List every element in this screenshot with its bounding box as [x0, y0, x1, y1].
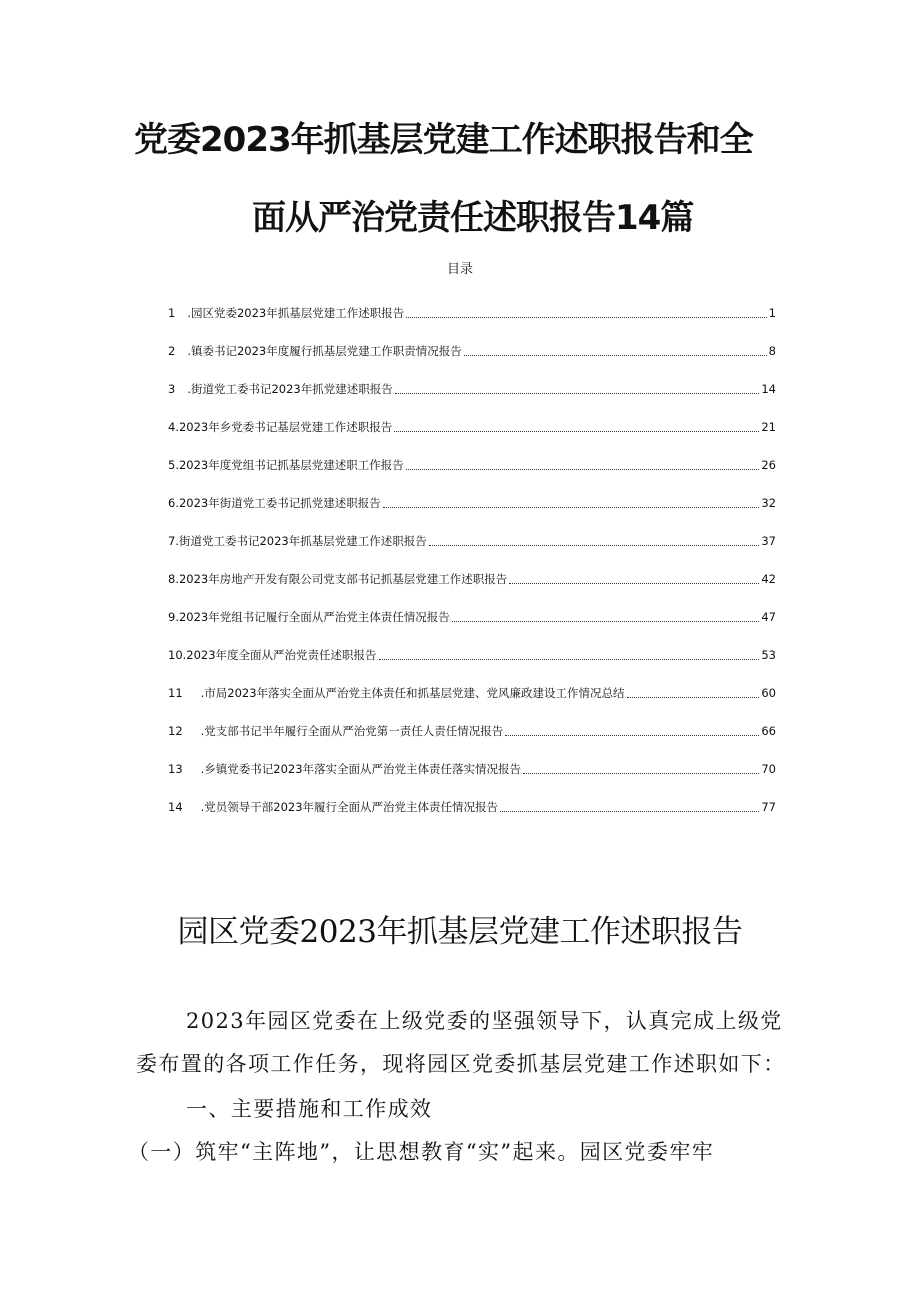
toc-entry-title: .园区党委2023年抓基层党建工作述职报告 — [187, 306, 405, 320]
toc-dot-leader — [505, 734, 759, 736]
toc-dot-leader — [395, 392, 760, 394]
toc-entry-page-number: 70 — [761, 762, 776, 776]
toc-dot-leader — [500, 810, 759, 812]
toc-entry[interactable] — [168, 560, 776, 598]
toc-entry[interactable] — [168, 674, 776, 712]
toc-entry[interactable] — [168, 598, 776, 636]
toc-dot-leader — [406, 468, 760, 470]
body-paragraph-line: 委布置的各项工作任务，现将园区党委抓基层党建工作述职如下： — [136, 1052, 786, 1076]
body-heading-line: 一、主要措施和工作成效 — [186, 1097, 433, 1121]
toc-entry-number: 14 — [168, 800, 183, 814]
toc-entry-page-number: 32 — [761, 496, 776, 510]
body-paragraph-line: 2023年园区党委在上级党委的坚强领导下，认真完成上级党 — [186, 1009, 783, 1033]
toc-entry-title: .市局2023年落实全面从严治党主体责任和抓基层党建、党风廉政建设工作情况总结 — [200, 686, 625, 700]
toc-entry-title: 10.2023年度全面从严治党责任述职报告 — [168, 648, 377, 662]
toc-dot-leader — [394, 430, 759, 432]
toc-entry-page-number: 37 — [761, 534, 776, 548]
toc-entry-title: 9.2023年党组书记履行全面从严治党主体责任情况报告 — [168, 610, 450, 624]
toc-entry-page-number: 60 — [761, 686, 776, 700]
toc-dot-leader — [429, 544, 760, 546]
toc-entry[interactable] — [168, 750, 776, 788]
toc-entry-page-number: 77 — [761, 800, 776, 814]
toc-entry-title: 4.2023年乡党委书记基层党建工作述职报告 — [168, 420, 393, 434]
toc-entry[interactable] — [168, 370, 776, 408]
toc-heading: 目录 — [446, 262, 473, 277]
toc-entry-title: 8.2023年房地产开发有限公司党支部书记抓基层党建工作述职报告 — [168, 572, 508, 586]
toc-dot-leader — [464, 354, 767, 356]
toc-entry[interactable] — [168, 636, 776, 674]
toc-entry-number: 2 — [168, 344, 176, 358]
toc-dot-leader — [452, 620, 760, 622]
toc-dot-leader — [627, 696, 760, 698]
toc-entry-title: .街道党工委书记2023年抓党建述职报告 — [187, 382, 393, 396]
toc-entry[interactable] — [168, 408, 776, 446]
toc-entry-title: .乡镇党委书记2023年落实全面从严治党主体责任落实情况报告 — [200, 762, 522, 776]
document-title-line-2: 面从严治党责任述职报告14篇 — [252, 198, 694, 238]
toc-dot-leader — [406, 316, 766, 318]
toc-entry-number: 3 — [168, 382, 176, 396]
toc-entry-number: 13 — [168, 762, 183, 776]
toc-entry[interactable] — [168, 332, 776, 370]
body-paragraph-line: （一）筑牢“主阵地”，让思想教育“实”起来。园区党委牢牢 — [128, 1140, 715, 1164]
toc-entry-page-number: 66 — [761, 724, 776, 738]
section-title: 园区党委2023年抓基层党建工作述职报告 — [177, 914, 743, 950]
toc-entry-page-number: 53 — [761, 648, 776, 662]
toc-entry-page-number: 14 — [761, 382, 776, 396]
toc-entry-page-number: 1 — [768, 306, 776, 320]
toc-entry[interactable] — [168, 446, 776, 484]
toc-entry-page-number: 47 — [761, 610, 776, 624]
toc-entry-number: 11 — [168, 686, 183, 700]
toc-entry-title: 6.2023年街道党工委书记抓党建述职报告 — [168, 496, 381, 510]
toc-entry-page-number: 26 — [761, 458, 776, 472]
toc-entry-page-number: 8 — [768, 344, 776, 358]
toc-entry-title: 7.街道党工委书记2023年抓基层党建工作述职报告 — [168, 534, 427, 548]
table-of-contents — [168, 294, 776, 826]
toc-entry[interactable] — [168, 788, 776, 826]
toc-entry-title: .党支部书记半年履行全面从严治党第一责任人责任情况报告 — [200, 724, 504, 738]
toc-dot-leader — [509, 582, 759, 584]
toc-entry-page-number: 21 — [761, 420, 776, 434]
toc-entry[interactable] — [168, 712, 776, 750]
toc-entry[interactable] — [168, 294, 776, 332]
toc-dot-leader — [379, 658, 760, 660]
toc-entry-number: 1 — [168, 306, 176, 320]
toc-dot-leader — [383, 506, 760, 508]
toc-entry-number: 12 — [168, 724, 183, 738]
toc-entry-page-number: 42 — [761, 572, 776, 586]
document-title-line-1: 党委2023年抓基层党建工作述职报告和全 — [134, 120, 753, 160]
toc-entry-title: 5.2023年度党组书记抓基层党建述职工作报告 — [168, 458, 404, 472]
toc-entry-title: .党员领导干部2023年履行全面从严治党主体责任情况报告 — [200, 800, 499, 814]
toc-entry[interactable] — [168, 522, 776, 560]
toc-entry-title: .镇委书记2023年度履行抓基层党建工作职责情况报告 — [187, 344, 462, 358]
toc-entry[interactable] — [168, 484, 776, 522]
toc-dot-leader — [523, 772, 759, 774]
